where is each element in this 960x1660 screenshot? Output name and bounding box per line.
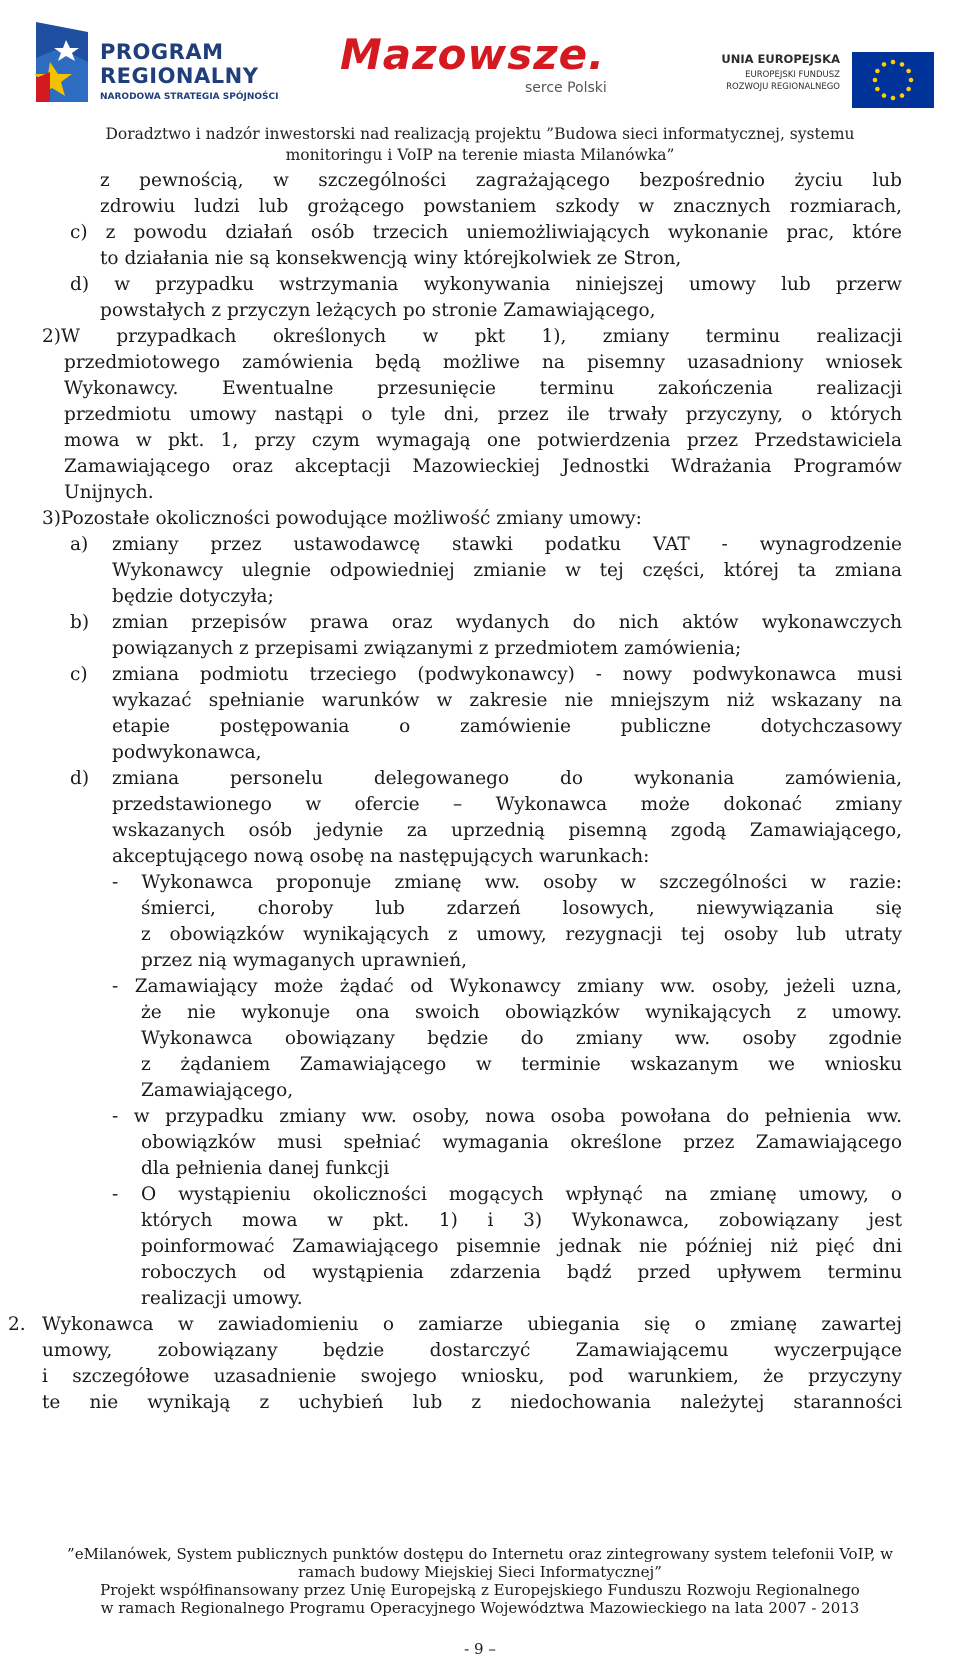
body-line: te nie wynikają z uchybień lub z niedochowania należytej staranności	[42, 1392, 902, 1413]
mazowsze-logo	[340, 18, 640, 108]
footer-line3: Projekt współfinansowany przez Unię Europejską z Europejskiego Funduszu Rozwoju Regionalnego	[100, 1581, 860, 1599]
document-header	[20, 124, 940, 166]
body-line: śmierci, choroby lub zdarzeń losowych, niewywiązania się	[141, 898, 902, 919]
body-line: Wykonawcy ulegnie odpowiedniej zmianie w tej części, której ta zmiana	[112, 560, 902, 581]
body-line: poinformować Zamawiającego pisemnie jednak nie później niż pięć dni	[141, 1236, 902, 1257]
list-item-a: zmiany przez ustawodawcę stawki podatku VAT - wynagrodzenie	[112, 534, 902, 555]
list-item-d: d) w przypadku wstrzymania wykonywania niniejszej umowy lub przerw	[70, 274, 902, 295]
body-line: to działania nie są konsekwencją winy którejkolwiek ze Stron,	[100, 248, 682, 269]
unia-line2: EUROPEJSKI FUNDUSZ	[745, 70, 840, 80]
body-line: Zamawiającego oraz akceptacji Mazowieckiej Jednostki Wdrażania Programów	[64, 456, 902, 477]
document-footer	[20, 1545, 940, 1617]
body-line: z pewnością, w szczególności zagrażającego bezpośrednio życiu lub	[100, 170, 902, 191]
program-regionalny-emblem-icon	[30, 18, 94, 104]
list-marker-b: b)	[70, 612, 90, 633]
logo-banner	[30, 18, 930, 108]
dash-item-3: - w przypadku zmiany ww. osoby, nowa osoba powołana do pełnienia ww.	[112, 1106, 902, 1127]
body-line: etapie postępowania o zamówienie publiczne dotychczasowy	[112, 716, 902, 737]
mazowsze-tagline: serce Polski	[525, 80, 607, 96]
list-item-c: c) z powodu działań osób trzecich uniemożliwiających wykonanie prac, które	[70, 222, 902, 243]
body-line: mowa w pkt. 1, przy czym wymagają one potwierdzenia przez Przedstawiciela	[64, 430, 902, 451]
footer-line2: ramach budowy Miejskiej Sieci Informatycznej”	[298, 1563, 662, 1581]
body-line: że nie wykonuje ona swoich obowiązków wynikających z umowy.	[141, 1002, 902, 1023]
body-line: Unijnych.	[64, 482, 154, 503]
program-regionalny-line1: PROGRAM	[100, 40, 224, 64]
body-line: Zamawiającego,	[141, 1080, 294, 1101]
body-line: obowiązków musi spełniać wymagania określone przez Zamawiającego	[141, 1132, 902, 1153]
dash-item-4: O wystąpieniu okoliczności mogących wpłynąć na zmianę umowy, o	[141, 1184, 902, 1205]
footer-line1: ”eMilanówek, System publicznych punktów dostępu do Internetu oraz zintegrowany system telefonii VoIP, w	[67, 1545, 893, 1563]
body-line: podwykonawca,	[112, 742, 262, 763]
eu-flag-icon	[852, 52, 934, 108]
unia-line3: ROZWOJU REGIONALNEGO	[726, 82, 840, 92]
body-line: będzie dotyczyła;	[112, 586, 274, 607]
body-line: z żądaniem Zamawiającego w terminie wskazanym we wniosku	[141, 1054, 902, 1075]
body-line: przedmiotu umowy nastąpi o tyle dni, przez ile trwały przyczyny, o których	[64, 404, 902, 425]
body-line: Wykonawca obowiązany będzie do zmiany ww. osoby zgodnie	[141, 1028, 902, 1049]
body-line: Wykonawcy. Ewentualne przesunięcie terminu zakończenia realizacji	[64, 378, 902, 399]
unia-europejska-logo	[680, 26, 930, 106]
body-line: roboczych od wystąpienia zdarzenia bądź przed upływem terminu	[141, 1262, 902, 1283]
body-line: akceptującego nową osobę na następujących warunkach:	[112, 846, 650, 867]
point-2-marker: 2.	[8, 1314, 26, 1335]
list-marker-d: d)	[70, 768, 90, 789]
section-2: 2)W przypadkach określonych w pkt 1), zmiany terminu realizacji	[42, 326, 902, 347]
page-number: - 9 –	[464, 1640, 496, 1658]
list-marker-a: a)	[70, 534, 89, 555]
section-3: 3)Pozostałe okoliczności powodujące możliwość zmiany umowy:	[42, 508, 642, 529]
dash-item-2: - Zamawiający może żądać od Wykonawcy zmiany ww. osoby, jeżeli uzna,	[112, 976, 902, 997]
dash-item-1: - Wykonawca proponuje zmianę ww. osoby w szczególności w razie:	[112, 872, 902, 893]
list-item-c2: zmiana podmiotu trzeciego (podwykonawcy) - nowy podwykonawca musi	[112, 664, 902, 685]
program-regionalny-logo	[30, 18, 310, 108]
mazowsze-wordmark: Mazowsze.	[340, 30, 606, 79]
body-line: wskazanych osób jedynie za uprzednią pisemną zgodą Zamawiającego,	[112, 820, 902, 841]
program-regionalny-line2: REGIONALNY	[100, 64, 259, 88]
body-line: z obowiązków wynikających z umowy, rezygnacji tej osoby lub utraty	[141, 924, 902, 945]
header-line1: Doradztwo i nadzór inwestorski nad realizacją projektu ”Budowa sieci informatycznej, systemu	[105, 125, 855, 143]
list-item-b: zmian przepisów prawa oraz wydanych do nich aktów wykonawczych	[112, 612, 902, 633]
body-line: przedmiotowego zamówienia będą możliwe na pisemny uzasadniony wniosek	[64, 352, 902, 373]
body-line: przez nią wymaganych uprawnień,	[141, 950, 468, 971]
body-line: realizacji umowy.	[141, 1288, 303, 1309]
body-line: powstałych z przyczyn leżących po stronie Zamawiającego,	[100, 300, 656, 321]
body-line: powiązanych z przepisami związanymi z przedmiotem zamówienia;	[112, 638, 742, 659]
list-marker-c: c)	[70, 664, 88, 685]
body-line: umowy, zobowiązany będzie dostarczyć Zamawiającemu wyczerpujące	[42, 1340, 902, 1361]
dash-marker-4: -	[112, 1184, 119, 1205]
list-item-d2: zmiana personelu delegowanego do wykonania zamówienia,	[112, 768, 902, 789]
body-line: i szczegółowe uzasadnienie swojego wniosku, pod warunkiem, że przyczyny	[42, 1366, 902, 1387]
footer-line4: w ramach Regionalnego Programu Operacyjnego Województwa Mazowieckiego na lata 2007 - 2013	[100, 1599, 860, 1617]
body-line: przedstawionego w ofercie – Wykonawca może dokonać zmiany	[112, 794, 902, 815]
point-2: Wykonawca w zawiadomieniu o zamiarze ubiegania się o zmianę zawartej	[42, 1314, 902, 1335]
program-regionalny-line3: NARODOWA STRATEGIA SPÓJNOŚCI	[100, 92, 279, 102]
body-line: zdrowiu ludzi lub grożącego powstaniem szkody w znacznych rozmiarach,	[100, 196, 902, 217]
body-line: wykazać spełnianie warunków w zakresie nie mniejszym niż wskazany na	[112, 690, 902, 711]
unia-line1: UNIA EUROPEJSKA	[721, 52, 840, 66]
header-line2: monitoringu i VoIP na terenie miasta Milanówka”	[285, 146, 675, 164]
body-line: których mowa w pkt. 1) i 3) Wykonawca, zobowiązany jest	[141, 1210, 902, 1231]
body-line: dla pełnienia danej funkcji	[141, 1158, 390, 1179]
